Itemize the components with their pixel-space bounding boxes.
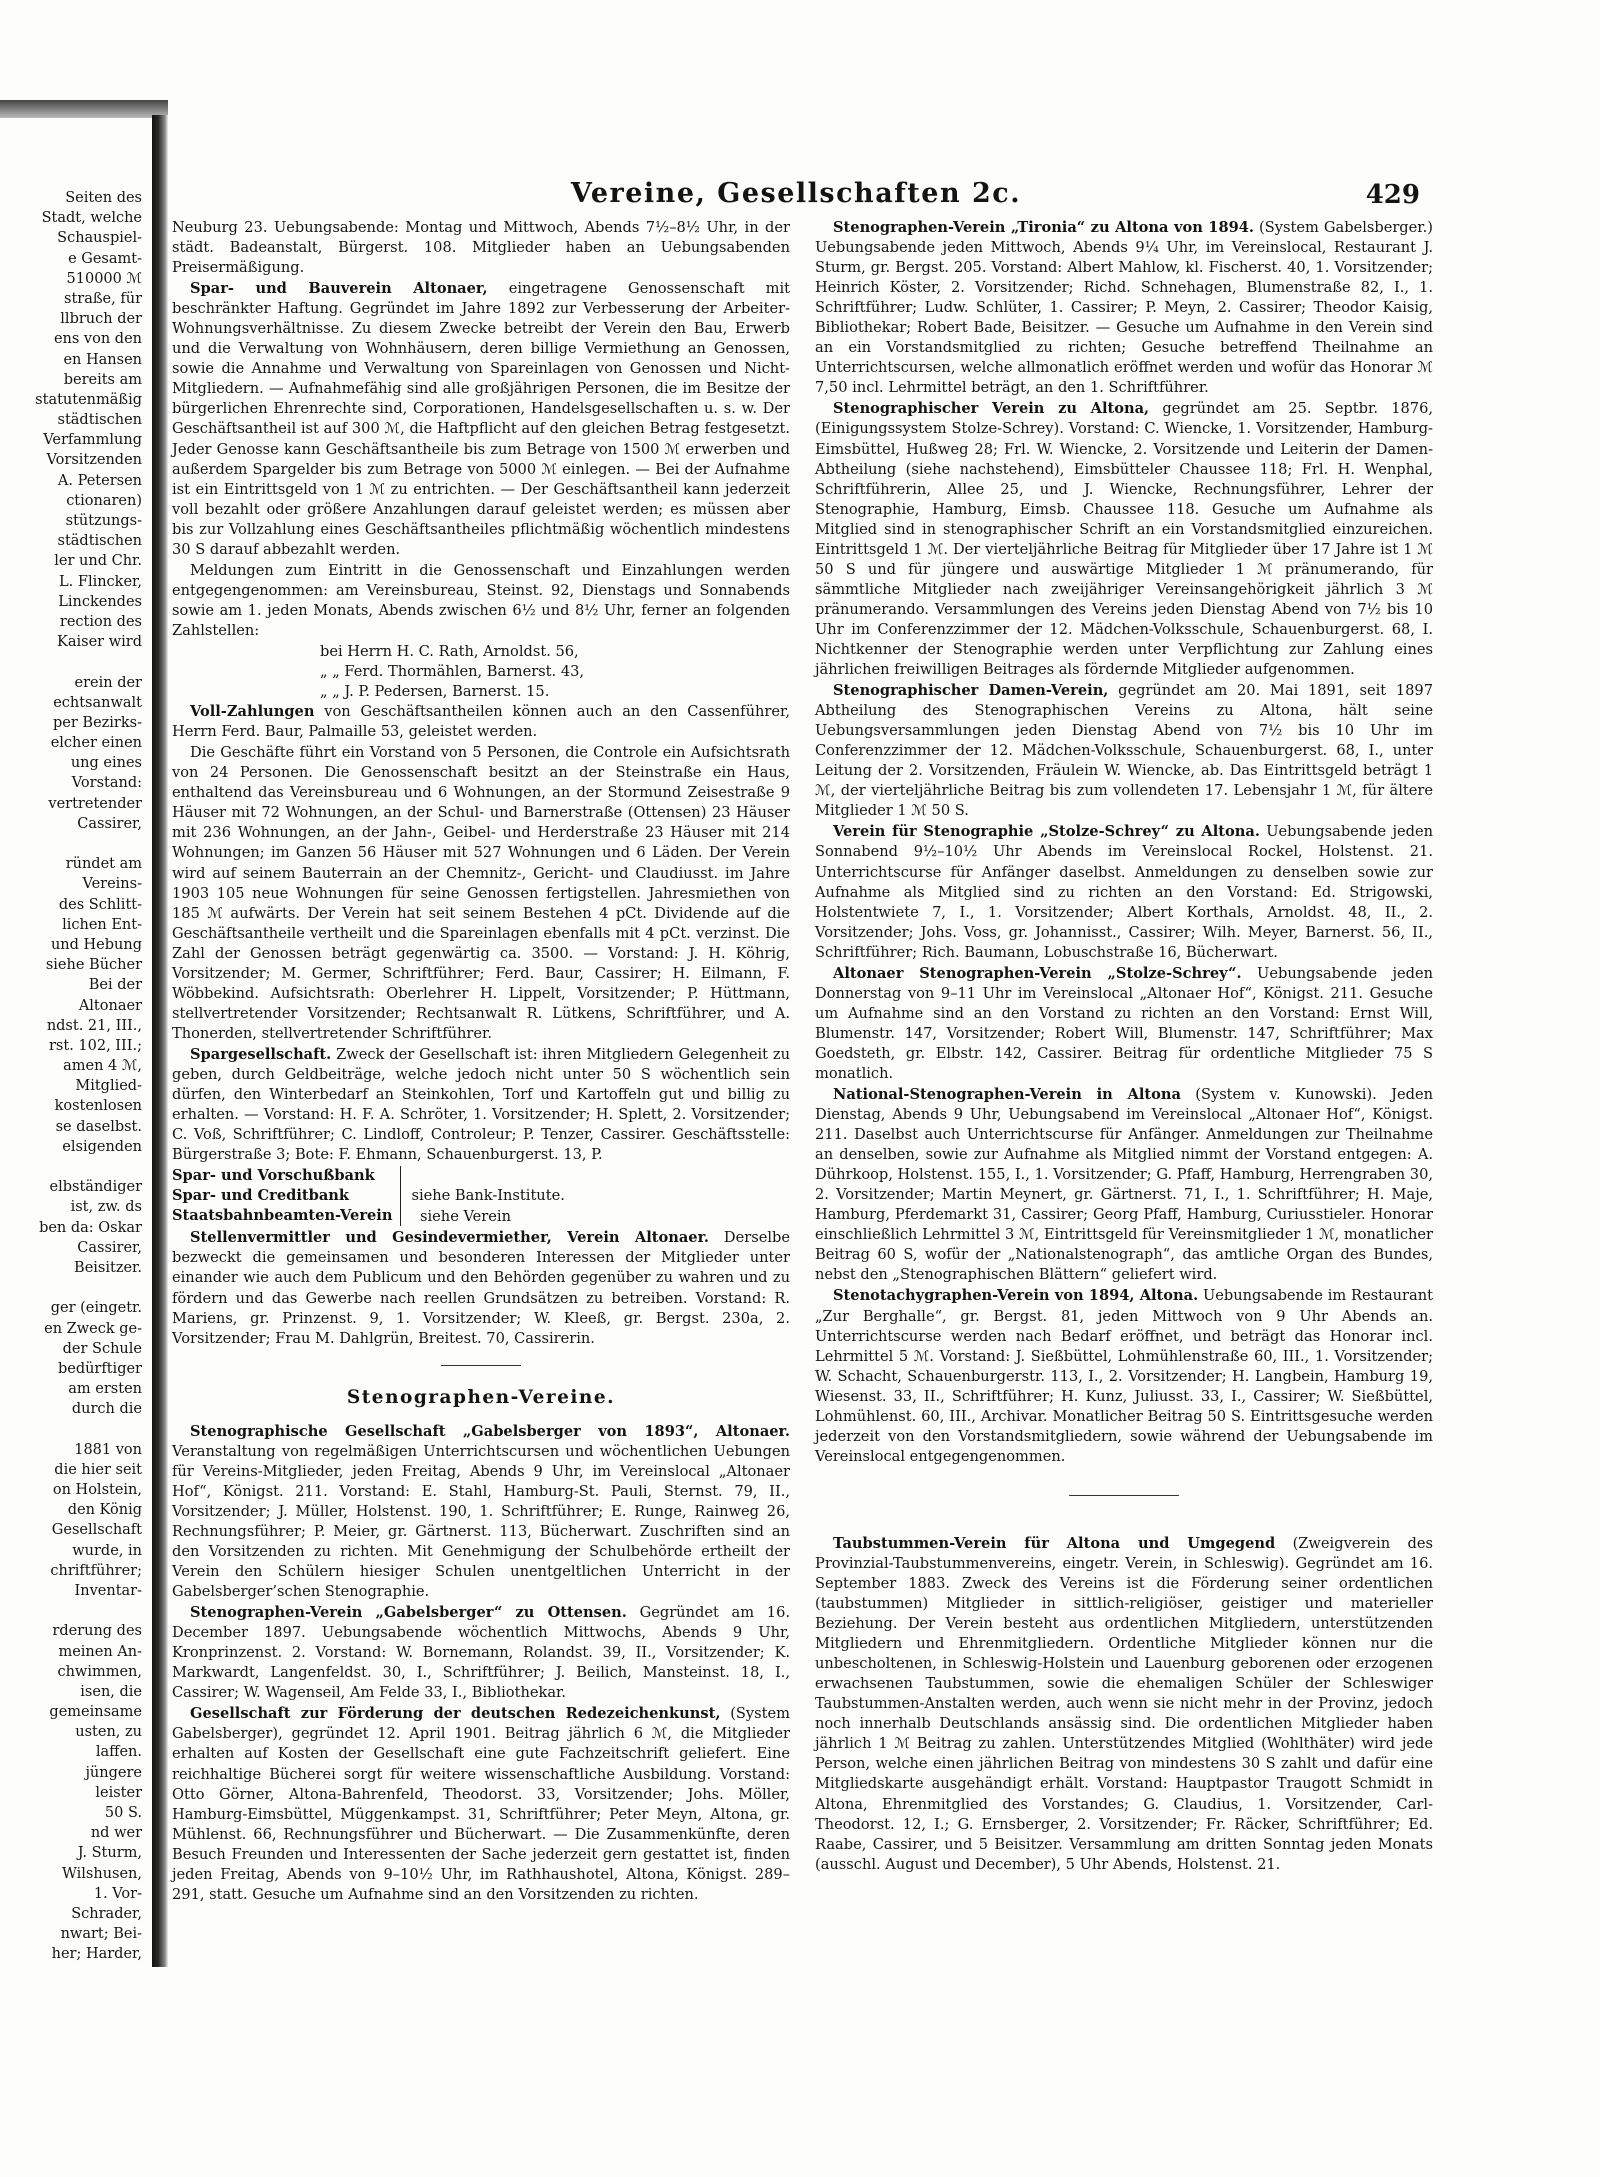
payment-office-line: „ „ Ferd. Thormählen, Barnerst. 43, <box>320 663 585 681</box>
previous-page-line: stützungs- <box>65 513 142 529</box>
section-heading: Stenographen-Vereine. <box>346 1386 616 1408</box>
previous-page-line: der Schule <box>62 1340 142 1357</box>
previous-page-line: lichen Ent- <box>62 916 142 933</box>
previous-page-line: Vereins- <box>82 876 142 893</box>
previous-page-line: meinen An- <box>58 1643 142 1660</box>
previous-page-line: bereits am <box>63 371 142 388</box>
section-divider <box>1069 1495 1179 1496</box>
previous-page-line: jüngere <box>85 1764 142 1781</box>
entry-text: (System v. Kunowski). Jeden Dienstag, Abends 9 Uhr, Uebungsabend im Vereinslocal „Altonaer Hof“, Königst. 211. Daselbst auch Unterrichtscurse für Anfänger. Anmeldungen zur Theilnahme an denselben, sowie zur Aufnahme als Mitglied nimmt der Vorstand entgegen: A. Dührkoop, Holstenst. 155, I., 1. Vorsitzender; G. Pfaff, Hamburg, Herrengraben 30, 2. Vorsitzender; Martin Meynert, gr. Gärtnerst. 71, I., 1. Schriftführer; H. Maje, Hamburg, Pferdemarkt 31, Cassirer; Georg Pfaff, Hamburg, Curiusstieler. Honorar einschließlich Lehrmittel 3 ℳ, Eintrittsgeld für Vereinsmitglieder 1 ℳ, monatlicher Beitrag 60 S, wofür der „Nationalstenograph“, das amtliche Organ des Bundes, nebst den „Stenographischen Blättern“ geliefert wird. <box>815 1086 1433 1284</box>
previous-page-line: erein der <box>74 674 142 691</box>
previous-page-line: Seiten des <box>65 190 142 206</box>
bracket-name: Spar- und Vorschußbank <box>172 1167 375 1185</box>
entry-heading: Spargesellschaft. <box>190 1045 332 1063</box>
previous-page-line <box>2 652 142 672</box>
previous-page-line: Schauspiel- <box>57 230 142 247</box>
previous-page-line: elbständiger <box>49 1179 142 1196</box>
previous-page-line: ründet am <box>65 856 142 873</box>
previous-page-line <box>2 1601 142 1621</box>
previous-page-line: nwart; Bei- <box>60 1926 142 1943</box>
previous-page-line: Mitglied- <box>75 1078 142 1095</box>
previous-page-line: chwimmen, <box>57 1663 142 1680</box>
entry-heading: Stenographischer Damen-Verein, <box>833 682 1109 700</box>
page-number: 429 <box>1365 180 1420 210</box>
entry-heading: Spar- und Bauverein Altonaer, <box>190 280 488 298</box>
entry-heading: Stenographischer Verein zu Altona, <box>833 400 1150 418</box>
previous-page-line: Cassirer, <box>77 1239 142 1256</box>
bracket-name: Spar- und Creditbank <box>172 1187 349 1205</box>
previous-page-line: Altonaer <box>78 997 142 1014</box>
previous-page-line: Beisitzer. <box>74 1259 142 1276</box>
entry-text: Die Geschäfte führt ein Vorstand von 5 Personen, die Controle ein Aufsichtsrath von 24 Personen. Die Genossenschaft besitzt an der Steinstraße ein Haus, enthaltend das Vereinsbureau und 6 Wohnungen, an der Stormund Zeisestraße 9 Häuser mit 72 Wohnungen, an der Schul- und Barnerstraße (Ottensen) 23 Häuser mit 236 Wohnungen, an der Jahn-, Geibel- und Herderstraße 23 Häuser mit 214 Wohnungen; im Ganzen 56 Häuser mit 527 Wohnungen und 6 Läden. Der Verein wird auf seinem Bauterrain an der Chemnitz-, Gericht- und Claudiusst. im Jahre 1903 105 neue Wohnungen für seine Genossen fertigstellen. Jahresmiethen von 185 ℳ aufwärts. Der Verein hat seit seinem Bestehen 4 pCt. Dividende auf die Geschäftsantheile vertheilt und die Spareinlagen ebenfalls mit 4 pCt. verzinst. Die Zahl der Genossen beträgt gegenwärtig ca. 3500. — Vorstand: J. H. Köhrig, Vorsitzender; M. Germer, Schriftführer; Ferd. Baur, Cassirer; H. Eilmann, F. Wöbbekind. Aufsichtsrath: Oberlehrer H. Lippelt, Vorsitzender; P. Hüttmann, stellvertretender Vorsitzender; Rechtsanwalt R. Lütkens, Schriftführer, und A. Thonerden, stellvertretender Schriftführer. <box>172 744 790 1042</box>
previous-page-line: per Bezirks- <box>53 714 142 731</box>
previous-page-line: ctionaren) <box>66 492 142 509</box>
entry-paragraph <box>815 822 1433 962</box>
book-gutter <box>152 115 168 1967</box>
previous-page-line: nd wer <box>90 1825 142 1842</box>
previous-page-line: 1881 von <box>74 1441 142 1458</box>
entry-heading: Taubstummen-Verein für Altona und Umgegend <box>833 1534 1276 1552</box>
previous-page-line: durch die <box>71 1401 142 1418</box>
previous-page-line: ndst. 21, III., <box>46 1017 142 1034</box>
reference-text: siehe Verein <box>420 1208 511 1226</box>
previous-page-line <box>2 834 142 854</box>
entry-text: Derselbe bezweckt die gemeinsamen und besonderen Interessen der Mitglieder unter einander wie auch dem Publicum und den Behörden gegenüber zu wahren und zu fördern und das Gewerbe nach reellen Grundsätzen zu betreiben. Vorstand: R. Mariens, gr. Prinzenst. 9, 1. Vorsitzender; W. Kleeß, gr. Bergst. 230a, 2. Vorsitzender; Frau M. Dahlgrün, Breitest. 70, Cassirerin. <box>172 1229 790 1347</box>
previous-page-line: amen 4 ℳ, <box>63 1058 142 1075</box>
previous-page-line: Inventar- <box>74 1582 142 1599</box>
entry-heading: National-Stenographen-Verein in Altona <box>833 1086 1181 1104</box>
previous-page-line: J. Sturm, <box>77 1845 142 1862</box>
page-header <box>172 172 1420 216</box>
entry-paragraph <box>172 218 790 278</box>
previous-page-line: llbruch der <box>60 311 142 328</box>
previous-page-line: Vorsitzenden <box>46 452 142 469</box>
entry-paragraph <box>172 279 790 560</box>
entry-text: von Geschäftsantheilen können auch an den Cassenführer, Herrn Ferd. Baur, Palmaille 53, geleistet werden. <box>172 703 790 741</box>
entry-text: (System Gabelsberger), gegründet 12. April 1901. Beitrag jährlich 6 ℳ, die Mitglieder erhalten auf Kosten der Gesellschaft eine gute Fachzeitschrift geliefert. Eine reichhaltige Bücherei sorgt für weitere wissenschaftliche Ausbildung. Vorstand: Otto Görner, Altona-Bahrenfeld, Theodorst. 33, Vorsitzender; Johs. Möller, Hamburg-Eimsbüttel, Müggenkampst. 31, Schriftführer; Peter Meyn, Altona, gr. Mühlenst. 66, Rechnungsführer und Bücherwart. — Die Zusammenkünfte, deren Besuch Freunden und Interessenten der Sache jederzeit gern gestattet ist, finden jeden Freitag, Abends von 9–10½ Uhr, im Rathhaushotel, Altona, Königst. 289–291, statt. Gesuche um Aufnahme sind an den Vorsitzenden zu richten. <box>172 1705 791 1903</box>
previous-page-line: des Schlitt- <box>58 896 142 913</box>
previous-page-line: Linckendes <box>58 593 142 610</box>
previous-page-line: Vorstand: <box>71 775 142 792</box>
bracket-name: Staatsbahnbeamten-Verein <box>172 1207 393 1225</box>
entry-heading: Stenographische Gesellschaft „Gabelsberger von 1893“, Altonaer. <box>190 1422 790 1440</box>
previous-page-line: laffen. <box>95 1744 142 1761</box>
previous-page-line <box>2 1419 142 1439</box>
previous-page-line: Bei der <box>88 977 142 994</box>
previous-page-line: wurde, in <box>72 1542 142 1559</box>
payment-office-line: „ „ J. P. Pedersen, Barnerst. 15. <box>320 683 550 701</box>
entry-paragraph <box>172 743 790 1044</box>
previous-page-line: echtsanwalt <box>53 694 142 711</box>
previous-page-line: ist, zw. ds <box>70 1199 142 1216</box>
previous-page-line: A. Petersen <box>57 472 142 489</box>
previous-page-line: Wilshusen, <box>61 1865 142 1882</box>
previous-page-line: ger (eingetr. <box>50 1300 142 1317</box>
previous-page-line: leister <box>95 1784 142 1801</box>
entry-text: gegründet am 20. Mai 1891, seit 1897 Abtheilung des Stenographischen Vereins zu Altona, hält seine Uebungsversammlungen jeden Dienstag Abend von 7½ bis 10 Uhr im Conferenzzimmer der 12. Mädchen-Volksschule, Schauenburgerst. 68, I., unter Leitung der 2. Vorsitzenden, Fräulein W. Wiencke, ab. Das Eintrittsgeld beträgt 1 ℳ, der vierteljährliche Beitrag bis zum vollendeten 17. Lebensjahr 1 ℳ, für ältere Mitglieder 1 ℳ 50 S. <box>815 682 1433 820</box>
payment-office-line: bei Herrn H. C. Rath, Arnoldst. 56, <box>320 642 579 660</box>
previous-page-edge <box>0 100 150 1963</box>
entry-paragraph <box>815 681 1433 821</box>
entry-paragraph <box>815 218 1433 398</box>
running-title: Vereine, Gesellschaften 2c. <box>570 178 1022 209</box>
previous-page-line: ben da: Oskar <box>39 1219 142 1236</box>
previous-page-line: 50 S. <box>104 1805 142 1821</box>
entry-text: Uebungsabende jeden Sonnabend 9½–10½ Uhr Abends im Vereinslocal Rockel, Holstenst. 21. Unterrichtscurse für Anfänger daselbst. Anmeldungen zu denselben sowie zur Aufnahme als Mitglied sind zu richten an den Vorstand: Ed. Strigowski, Holstentwiete 7, I., 1. Vorsitzender; Albert Korthals, Arnoldst. 48, II., 2. Vorsitzender; Johs. Voss, gr. Johannisst., Cassirer; Wilh. Meyer, Barnerst. 56, II., Schriftführer; Rich. Baumann, Lobuschstraße 16, Bücherwart. <box>815 823 1434 961</box>
previous-page-line: Stadt, welche <box>41 210 142 227</box>
previous-page-line: kostenlosen <box>54 1098 142 1115</box>
entry-paragraph <box>172 561 790 641</box>
previous-page-line: chriftführer; <box>50 1562 142 1579</box>
entry-paragraph <box>172 1422 790 1602</box>
entry-text: (System Gabelsberger.) Uebungsabende jeden Mittwoch, Abends 9¼ Uhr, im Vereinslocal, Restaurant J. Sturm, gr. Bergst. 205. Vorstand: Albert Mahlow, kl. Fischerst. 40, 1. Vorsitzender; Heinrich Köster, 2. Vorsitzender; Richd. Schnehagen, Blumenstraße 82, I., 1. Schriftführer; Ludw. Schlüter, 1. Cassirer; P. Meyn, 2. Cassirer; Theodor Kaisig, Bibliothekar; Robert Bade, Beisitzer. — Gesuche um Aufnahme in den Verein sind an ein Vorstandsmitglied zu richten; Gesuche betreffend Theilnahme an Unterrichtscursen, welche allmonatlich eröffnet werden und wofür das Honorar ℳ 7,50 incl. Lehrmittel beträgt, an den 1. Schriftführer. <box>815 219 1433 397</box>
previous-page-line: Gesellschaft <box>51 1522 142 1539</box>
previous-page-line: on Holstein, <box>52 1482 142 1498</box>
previous-page-line: Kaiser wird <box>57 634 142 651</box>
entry-text: Veranstaltung von regelmäßigen Unterrichtscursen und wöchentlichen Uebungen für Vereins-Mitglieder, jeden Freitag, Abends 9 Uhr, im Vereinslocal „Altonaer Hof“, Königst. 211. Vorstand: E. Stahl, Hamburg-St. Pauli, Sternst. 79, II., Vorsitzender; J. Müller, Holstenst. 190, 1. Schriftführer; E. Runge, Rainweg 26, Rechnungsführer; P. Meier, gr. Gärtnerst. 113, Bücherwart. Zuschriften sind an den Vorsitzenden zu richten. Mit Genehmigung der Schulbehörde ertheilt der Verein den Schülern hiesiger Schulen unentgeltlichen Unterricht in der Gabelsberger’schen Stenographie. <box>172 1442 790 1601</box>
entry-heading: Altonaer Stenographen-Verein „Stolze-Schrey“. <box>833 964 1242 982</box>
entry-heading: Verein für Stenographie „Stolze-Schrey“ zu Altona. <box>833 823 1260 841</box>
previous-page-line: gemeinsame <box>49 1704 142 1721</box>
previous-page-line: elsigenden <box>62 1138 142 1155</box>
entry-text: eingetragene Genossenschaft mit beschränkter Haftung. Gegründet im Jahre 1892 zur Verbesserung der Arbeiter-Wohnungsverhältnisse. Zu diesem Zwecke betreibt der Verein den Bau, Erwerb und die Verwaltung von Wohnhäusern, deren billige Vermiethung an Genossen, sowie die Annahme und Verwaltung von Spareinlagen von Genossen und Nicht-Mitgliedern. — Aufnahmefähig sind alle großjährigen Personen, die im Besitze der bürgerlichen Ehrenrechte sind, Corporationen, Handelsgesellschaften u. s. w. Der Geschäftsantheil ist auf 300 ℳ, die Haftpflicht auf den gleichen Betrag festgesetzt. Jeder Genosse kann Geschäftsantheile bis zum Betrage von 1500 ℳ erwerben und außerdem Spargelder bis zum Betrage von 5000 ℳ einlegen. — Bei der Aufnahme ist ein Eintrittsgeld von 1 ℳ zu entrichten. — Der Geschäftsantheil kann jederzeit voll bezahlt oder größere Anzahlungen darauf geleistet werden; es müssen aber bis zur Vollzahlung eines Geschäftsantheiles pflichtmäßig wöchentlich mindestens 30 S darauf abbezahlt werden. <box>172 280 791 558</box>
entry-text: Uebungsabende jeden Donnerstag von 9–11 Uhr im Vereinslocal „Altonaer Hof“, Königst. 211. Gesuche um Aufnahme sind an den Vorstand zu richten an den Vorstand: Ernst Will, Blumenstr. 147, Vorsitzender; Robert Will, Blumenstr. 147, Schriftführer; Max Goedsteth, gr. Elbstr. 142, Cassirer. Beitrag für ordentliche Mitglieder 75 S monatlich. <box>815 964 1434 1082</box>
previous-page-line: Verfammlung <box>43 432 142 449</box>
entry-heading: Voll-Zahlungen <box>190 703 315 721</box>
previous-page-line: 510000 ℳ <box>66 270 142 287</box>
previous-page-line: ens von den <box>53 331 142 348</box>
entry-heading: Stellenvermittler und Gesindevermiether, Verein Altonaer. <box>190 1229 709 1247</box>
entry-text: Zweck der Gesellschaft ist: ihren Mitgliedern Gelegenheit zu geben, durch Geldbeiträge, welche jedoch nicht unter 50 S wöchentlich sein dürfen, den Winterbedarf an Steinkohlen, Torf und Kartoffeln gut und billig zu erhalten. — Vorstand: H. F. A. Schröter, 1. Vorsitzender; H. Splett, 2. Vorsitzender; C. Voß, Schriftführer; C. Lindloff, Controleur; P. Tenzer, Cassirer. Geschäftsstelle: Bürgerstraße 3; Bote: F. Ehmann, Schauenburgerst. 13, P. <box>172 1045 790 1164</box>
left-column <box>172 218 790 1906</box>
entry-text: gegründet am 25. Septbr. 1876, (Einigungssystem Stolze-Schrey). Vorstand: C. Wiencke, 1. Vorsitzender, Hamburg-Eimsbüttel, Hußweg 28; Frl. W. Wiencke, 2. Vorsitzende und Leiterin der Damen-Abtheilung (siehe nachstehend), Eimsbütteler Chaussee 118; Frl. H. Wenphal, Schriftführerin, Allee 25, und J. Wiencke, Rechnungsführer, Lehrer der Stenographie, Hamburg, Eimsb. Chaussee 118. Gesuche um Aufnahme als Mitglied sind in stenographischer Schrift an ein Vorstandsmitglied einzureichen. Eintrittsgeld 1 ℳ. Der vierteljährliche Beitrag für Mitglieder über 17 Jahre ist 1 ℳ 50 S und für jüngere und auswärtige Mitglieder 1 ℳ pränumerando, für sämmtliche Mitglieder nach zweijähriger Vereinsangehörigkeit jährlich 3 ℳ pränumerando. Versammlungen des Vereins jeden Dienstag Abend von 7½ bis 10 Uhr im Conferenzzimmer der 12. Mädchen-Volksschule, Schauenburgerst. 68, I. Nichtkenner der Stenographie werden unter Verpflichtung zur Zahlung eines jährlichen freiwilligen Beitrages als fördernde Mitglieder aufgenommen. <box>815 400 1434 679</box>
previous-page-line: her; Harder, <box>51 1946 142 1963</box>
previous-page-line: statutenmäßig <box>35 391 142 408</box>
previous-page-line <box>2 1157 142 1177</box>
previous-page-line: rst. 102, III.; <box>49 1037 142 1054</box>
entry-text: Neuburg 23. Uebungsabende: Montag und Mittwoch, Abends 7½–8½ Uhr, in der städt. Badeanstalt, Bürgerst. 108. Mitglieder haben an Uebungsabenden Preisermäßigung. <box>172 219 790 277</box>
entry-text: Meldungen zum Eintritt in die Genossenschaft und Einzahlungen werden entgegengenommen: am Vereinsbureau, Steinst. 92, Dienstags und Sonnabends sowie am 1. jeden Monats, Abends zwischen 6½ und 8½ Uhr, ferner an folgenden Zahlstellen: <box>172 561 790 639</box>
previous-page-line: die hier seit <box>54 1461 142 1478</box>
previous-page-line: am ersten <box>68 1381 142 1398</box>
entry-text: Uebungsabende im Restaurant „Zur Berghalle“, gr. Bergst. 81, jeden Mittwoch von 9 Uhr Abends an. Unterrichtscurse werden nach Bedarf eröffnet, und beträgt das Honorar incl. Lehrmittel 5 ℳ. Vorstand: J. Sießbüttel, Lohmühlenstraße 60, III., 1. Vorsitzender; W. Schacht, Schauenburgerstr. 113, I., 2. Vorsitzender; H. Langbein, Hamburg 19, Wiesenst. 33, II., Schriftführer; H. Kunz, Juliusst. 33, I., Cassirer; W. Sießbüttel, Lohmühlenst. 60, III., Archivar. Monatlicher Beitrag 50 S. Eintrittsgesuche werden jederzeit von den Vorstandsmitgliedern, sowie während der Uebungsabende im Vereinslocal entgegengenommen. <box>815 1287 1433 1465</box>
right-column <box>815 218 1433 1876</box>
previous-page-line: rderung des <box>52 1623 142 1640</box>
previous-page-line: en Zweck ge- <box>44 1320 142 1337</box>
entry-paragraph <box>815 1534 1433 1875</box>
previous-page-line: usten, zu <box>75 1724 142 1741</box>
entry-heading: Stenographen-Verein „Tironia“ zu Altona von 1894. <box>833 219 1254 236</box>
previous-page-line: siehe Bücher <box>45 957 142 974</box>
previous-page-text-column <box>2 188 142 1965</box>
previous-page-line: e Gesamt- <box>68 250 142 267</box>
entry-paragraph <box>815 1286 1433 1466</box>
entry-paragraph <box>815 1085 1433 1285</box>
entry-heading: Gesellschaft zur Förderung der deutschen Redezeichenkunst, <box>190 1705 721 1723</box>
previous-page-line: vertretender <box>48 795 142 812</box>
previous-page-line: ung eines <box>70 755 142 772</box>
previous-page-line: städtischen <box>57 533 142 550</box>
entry-paragraph <box>172 1228 790 1348</box>
entry-paragraph <box>172 1603 790 1703</box>
previous-page-line: Schrader, <box>71 1905 142 1922</box>
previous-page-line: se daselbst. <box>55 1118 142 1135</box>
previous-page-line: bedürftiger <box>57 1360 142 1377</box>
reference-text: siehe Bank-Institute. <box>411 1187 565 1205</box>
previous-page-line: Cassirer, <box>77 815 142 832</box>
previous-page-line: rection des <box>59 613 142 630</box>
entry-text: Gegründet am 16. December 1897. Uebungsabende wöchentlich Mittwochs, Abends 9 Uhr, Kronprinzenst. 2. Vorstand: W. Bornemann, Rolandst. 39, II., Vorsitzender; K. Markwardt, Langenfeldst. 30, I., Schriftführer; J. Beilich, Mansteinst. 18, I., Cassirer; W. Wagenseil, Am Felde 33, I., Bibliothekar. <box>172 1604 790 1702</box>
entry-paragraph <box>172 702 790 742</box>
entry-heading: Stenotachygraphen-Verein von 1894, Altona. <box>833 1287 1199 1305</box>
previous-page-line: en Hansen <box>63 351 142 368</box>
bracket-reference <box>401 1186 564 1206</box>
previous-page-line <box>2 1278 142 1298</box>
previous-page-line: elcher einen <box>50 735 142 752</box>
entry-paragraph <box>815 399 1433 680</box>
previous-page-line: und Hebung <box>50 936 142 953</box>
previous-page-line: den König <box>67 1502 142 1519</box>
entry-heading: Stenographen-Verein „Gabelsberger“ zu Ottensen. <box>190 1604 627 1622</box>
previous-page-line: L. Flincker, <box>59 573 142 590</box>
entry-paragraph <box>815 964 1433 1084</box>
entry-paragraph <box>172 1704 790 1904</box>
previous-page-line: ler und Chr. <box>54 553 142 570</box>
previous-page-line: 1. Vor- <box>93 1885 142 1902</box>
previous-page-line: isen, die <box>80 1683 142 1700</box>
previous-page-line: städtischen <box>57 412 142 429</box>
section-divider <box>441 1365 521 1366</box>
entry-paragraph <box>172 1045 790 1165</box>
bracket-names <box>172 1166 401 1226</box>
previous-page-line: straße, für <box>64 290 142 307</box>
entry-text: (Zweigverein des Provinzial-Taubstummenvereins, eingetr. Verein, in Schleswig). Gegründet am 16. September 1883. Zweck des Vereins ist die Förderung seiner ordentlichen (taubstummen) Mitglieder in sittlich-religiöser, geistiger und materieller Beziehung. Der Verein besteht aus ordentlichen Mitgliedern, unterstützenden Mitgliedern und Ehrenmitgliedern. Ordentliche Mitglieder können nur die unbescholtenen, in Schleswig-Holstein und Lauenburg geborenen oder erzogenen erwachsenen Taubstummen, sowie die ehemaligen Schüler der Schleswiger Taubstummen-Anstalten werden, auch wenn sie nicht mehr in der Provinz, jedoch noch innerhalb Deutschlands ansässig sind. Die ordentlichen Mitglieder haben jährlich 1 ℳ Beitrag zu zahlen. Unterstützendes Mitglied (Wohlthäter) wird jede Person, welche einen jährlichen Beitrag von mindestens 30 S zahlt und dafür eine Mitgliedskarte ausgehändigt erhält. Vorstand: Hauptpastor Traugott Schmidt in Altona, Ehrenmitglied des Vorstandes; G. Claudius, 1. Vorsitzender, Carl-Theodorst. 12, I.; G. Ernsberger, 2. Vorsitzender; Fr. Räcker, Schriftführer; Ed. Raabe, Cassirer, und 5 Beisitzer. Versammlung am dritten Sonntag jeden Monats (ausschl. August und December), 5 Uhr Abends, Holstenst. 21. <box>815 1534 1433 1873</box>
